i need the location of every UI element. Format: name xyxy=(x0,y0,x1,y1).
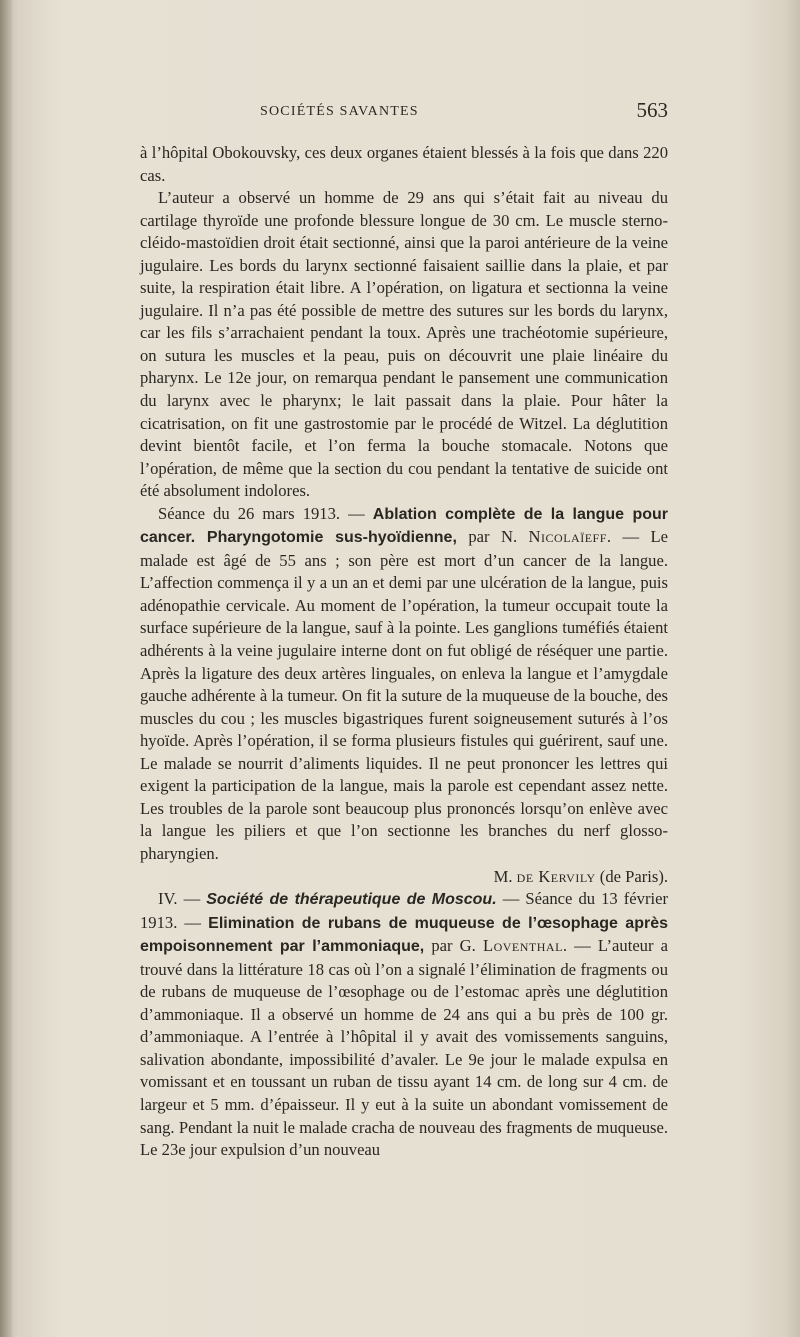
article-body-2: . — L’auteur a trouvé dans la littérature 18 cas où l’on a signalé l’élimination de fragments ou de rubans de muqueuse de l’œsophage ou de l’estomac après une déglutition d’ammoniaque. Il a observé un homme de 24 ans qui a bu près de 100 gr. d’ammoniaque. A l’entrée à l’hôpital il y avait des vomissements sanguins, salivation abondante, impossibilité d’avaler. Le 9e jour le malade expulsa en vomissant et en toussant un ruban de tissu ayant 14 cm. de long sur 4 cm. de largeur et 5 mm. d’épaisseur. Il y eut à la suite un abondant vomissement de sang. Pendant la nuit le malade cracha de nouveau des fragments de muqueuse. Le 23e jour expulsion d’un nouveau xyxy=(140,936,668,1160)
signature xyxy=(140,866,668,889)
paragraph-2: L’auteur a observé un homme de 29 ans qui s’était fait au niveau du cartilage thyroïde une profonde blessure longue de 30 cm. Le muscle sterno-cléido-mastoïdien droit était sectionné, ainsi que la paroi antérieure de la veine jugulaire. Les bords du larynx sectionné faisaient saillie dans la plaie, et par suite, la respiration était libre. A l’opération, on ligatura et sectionna la veine jugulaire. Il n’a pas été possible de mettre des sutures sur les bords du larynx, car les fils s’arrachaient pendant la toux. Après une trachéotomie supérieure, on sutura les muscles et la peau, puis on découvrit une plaie linéaire du pharynx. Le 12e jour, on remarqua pendant le pansement une communication du larynx avec le pharynx; le lait passait dans la plaie. Pour hâter la cicatrisation, on fit une gastrostomie par le procédé de Witzel. La déglutition devint bientôt facile, et l’on ferma la bouche stomacale. Notons que l’opération, de même que la section du cou pendant la tentative de suicide ont été absolument indolores. xyxy=(140,188,668,501)
paragraph-3 xyxy=(140,503,668,866)
paragraph-1: à l’hôpital Obokouvsky, ces deux organes étaient blessés à la fois que dans 220 cas. xyxy=(140,143,668,185)
paragraph-4 xyxy=(140,888,668,1162)
by-text: par N. xyxy=(456,527,529,547)
signature-place: (de Paris). xyxy=(595,866,668,886)
section-number: IV. — xyxy=(158,889,207,909)
article-title: Ablation complète de la langue pour cancer. Pharyngotomie sus-hyoïdienne, xyxy=(140,505,668,547)
session-date: Séance du 26 mars 1913. — xyxy=(158,503,373,523)
society-name: Société de thérapeutique de Moscou. xyxy=(206,891,497,909)
page-header xyxy=(140,96,668,126)
session-date-2: — Séance du 13 février 1913. — xyxy=(140,889,668,932)
signature-prefix: M. xyxy=(493,866,517,886)
article-body: . — Le malade est âgé de 55 ans ; son père est mort d’un cancer de la langue. L’affection commença il y a un an et demi par une ulcération de la langue, puis adénopathie cervicale. Au moment de l’opération, la tumeur occupait toute la surface supérieure de la langue, sauf à la pointe. Les ganglions tuméfiés étaient adhérents à la veine jugulaire interne dont on fut obligé de réséquer une partie. Après la ligature des deux artères linguales, on enleva la langue et l’amygdale gauche adhérente à la tumeur. On fit la suture de la muqueuse de la bouche, des muscles du cou ; les muscles bigastriques furent soigneusement suturés à l’os hyoïde. Après l’opération, il se forma plusieurs fistules qui guérirent, sauf une. Le malade se nourrit d’aliments liquides. Il ne peut prononcer les lettres qui exigent la participation de la langue, mais la parole est cependant assez nette. Les troubles de la parole sont beaucoup plus prononcés lorsqu’on enlève avec la langue les piliers et que l’on sectionne les branches du nerf glosso-pharyngien. xyxy=(140,527,669,863)
signature-name: de Kervily xyxy=(516,866,596,886)
author-name-2: Loventhal xyxy=(482,936,563,956)
author-name: Nicolaïeff xyxy=(528,527,607,547)
article-title-2: Elimination de rubans de muqueuse de l’œsophage après empoisonnement par l’ammoniaque, xyxy=(140,914,668,956)
by-text-2: par G. xyxy=(424,936,483,956)
book-spine-shadow xyxy=(0,0,12,1337)
page-number: 563 xyxy=(636,98,668,122)
body-text xyxy=(140,142,668,1162)
running-title: SOCIÉTÉS SAVANTES xyxy=(260,104,419,119)
